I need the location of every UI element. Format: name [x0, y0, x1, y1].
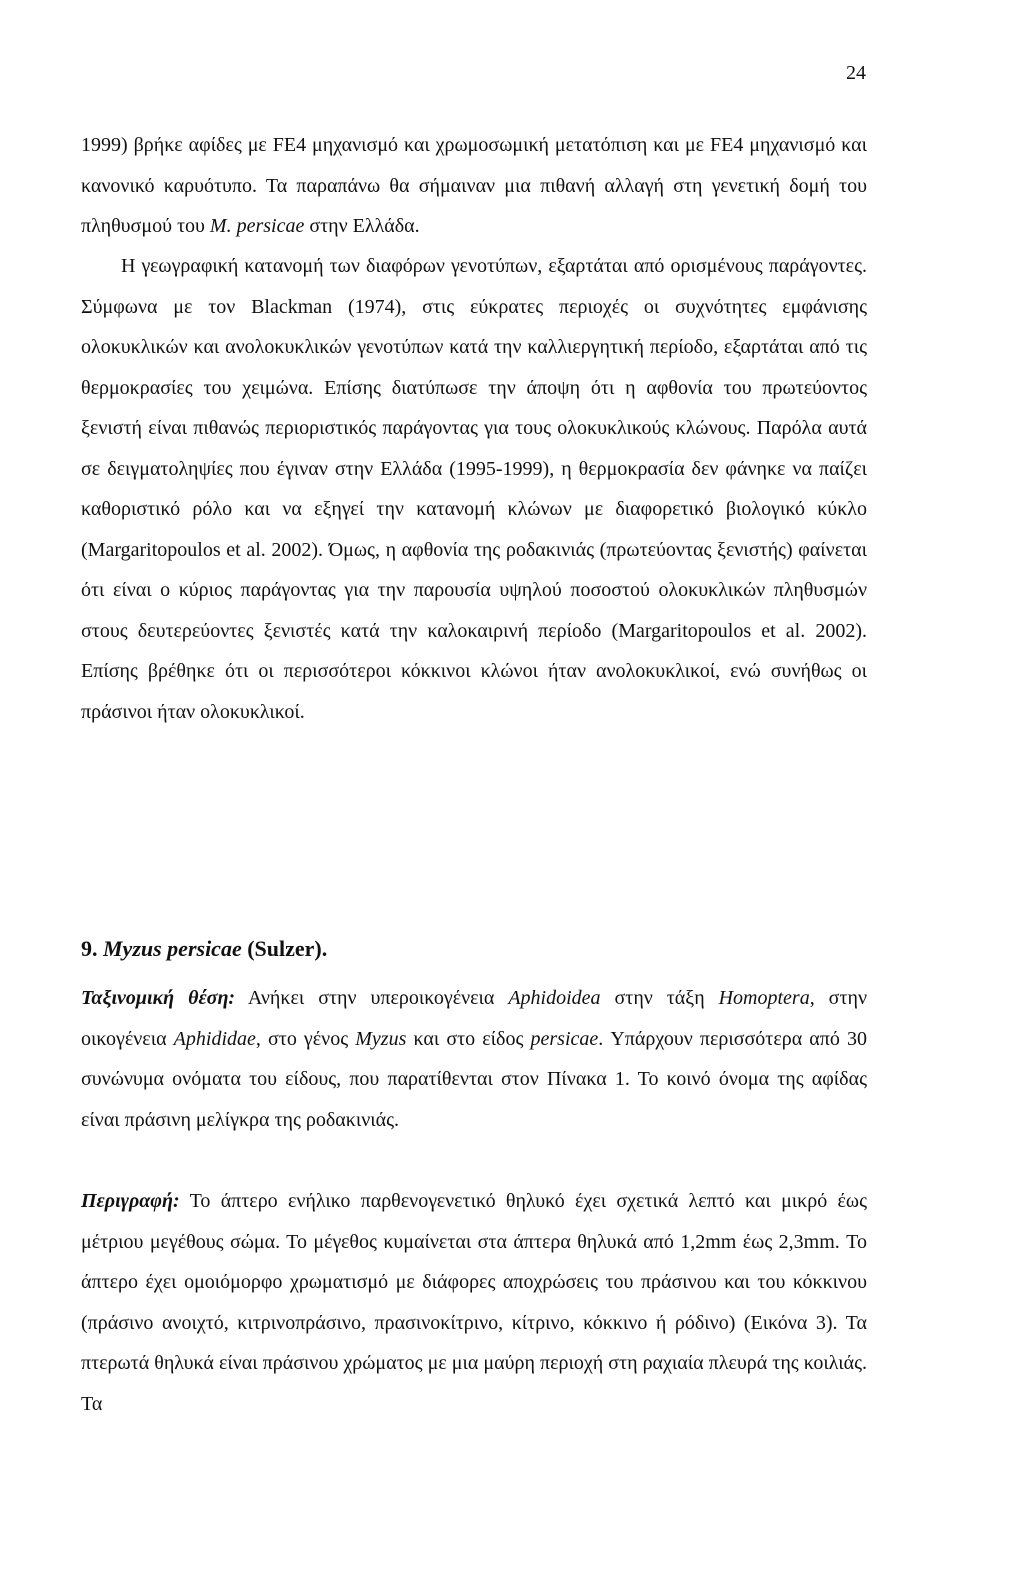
paragraph-text: 1999) βρήκε αφίδες με FE4 μηχανισμό και χρωμοσωμική μετατόπιση και με FE4 μηχανισμό και κανονικό καρυότυπο. Τα παραπάνω θα σήμαιναν μια πιθανή αλλαγή στη γενετική δομή του πληθυσμού του — [81, 134, 867, 237]
taxonomy-species: persicae — [530, 1027, 599, 1050]
taxonomy-order: Homoptera — [718, 987, 810, 1009]
paragraph-continuation — [81, 125, 867, 247]
taxonomy-label: Ταξινομική θέση: — [81, 987, 236, 1009]
page-number: 24 — [846, 62, 866, 84]
taxonomy-text-3: , στην οικογένεια — [81, 987, 867, 1050]
section-number: 9. — [81, 936, 98, 961]
section-heading — [81, 936, 327, 962]
taxonomy-text-1: Ανήκει στην υπεροικογένεια — [235, 987, 509, 1009]
taxonomy-text-4: , στο γένος — [255, 1027, 356, 1050]
section-author: (Sulzer). — [247, 936, 328, 961]
paragraph-taxonomy — [81, 978, 867, 1140]
taxonomy-text-2: στην τάξη — [600, 987, 719, 1009]
taxonomy-genus: Myzus — [355, 1027, 407, 1050]
taxonomy-family: Aphididae — [173, 1027, 256, 1050]
section-species: Myzus persicae — [103, 936, 242, 961]
taxonomy-text-5: και στο είδος — [406, 1027, 531, 1050]
species-abbrev: M. persicae — [209, 215, 305, 237]
paragraph-genotypes: Η γεωγραφική κατανομή των διαφόρων γενοτύπων, εξαρτάται από ορισμένους παράγοντες. Σύμφωνα με τον Blackman (1974), στις εύκρατες περιοχές οι συχνότητες εμφάνισης ολοκυκλικών και ανολοκυκλικών γενοτύπων κατά την καλλιεργητική περίοδο, εξαρτάται από τις θερμοκρασίες του χειμώνα. Επίσης διατύπωσε την άποψη ότι η αφθονία του πρωτεύοντος ξενιστή είναι πιθανώς περιοριστικός παράγοντας για τους ολοκυκλικούς κλώνους. Παρόλα αυτά σε δειγματοληψίες που έγιναν στην Ελλάδα (1995-1999), η θερμοκρασία δεν φάνηκε να παίζει καθοριστικό ρόλο και να εξηγεί την κατανομή κλώνων με διαφορετικό βιολογικό κύκλο (Margaritopoulos et al. 2002). Όμως, η αφθονία της ροδακινιάς (πρωτεύοντας ξενιστής) φαίνεται ότι είναι ο κύριος παράγοντας για την παρουσία υψηλού ποσοστού ολοκυκλικών πληθυσμών στους δευτερεύοντες ξενιστές κατά την καλοκαιρινή περίοδο (Margaritopoulos et al. 2002). Επίσης βρέθηκε ότι οι περισσότεροι κόκκινοι κλώνοι ήταν ανολοκυκλικοί, ενώ συνήθως οι πράσινοι ήταν ολοκυκλικοί. — [81, 255, 867, 723]
description-label: Περιγραφή: — [81, 1190, 180, 1212]
taxonomy-text-6: . Υπάρχουν περισσότερα από 30 συνώνυμα ονόματα του είδους, που παρατίθενται στον Πίνακα 1. Το κοινό όνομα της αφίδας είναι πράσινη μελίγκρα της ροδακινιάς. — [81, 1027, 867, 1131]
description-text: Το άπτερο ενήλικο παρθενογενετικό θηλυκό έχει σχετικά λεπτό και μικρό έως μέτριου μεγέθους σώμα. Το μέγεθος κυμαίνεται στα άπτερα θηλυκά από 1,2mm έως 2,3mm. Το άπτερο έχει ομοιόμορφο χρωματισμό με διάφορες αποχρώσεις του πράσινου και του κόκκινου (πράσινο ανοιχτό, κιτρινοπράσινο, πρασινοκίτρινο, κίτρινο, κόκκινο ή ρόδινο) (Εικόνα 3). Τα πτερωτά θηλυκά είναι πράσινου χρώματος με μια μαύρη περιοχή στη ραχιαία πλευρά της κοιλιάς. Τα — [81, 1190, 867, 1415]
paragraph-text-end: στην Ελλάδα. — [304, 215, 420, 237]
paragraph-description — [81, 1181, 867, 1424]
taxonomy-superfamily: Aphidoidea — [508, 987, 601, 1009]
